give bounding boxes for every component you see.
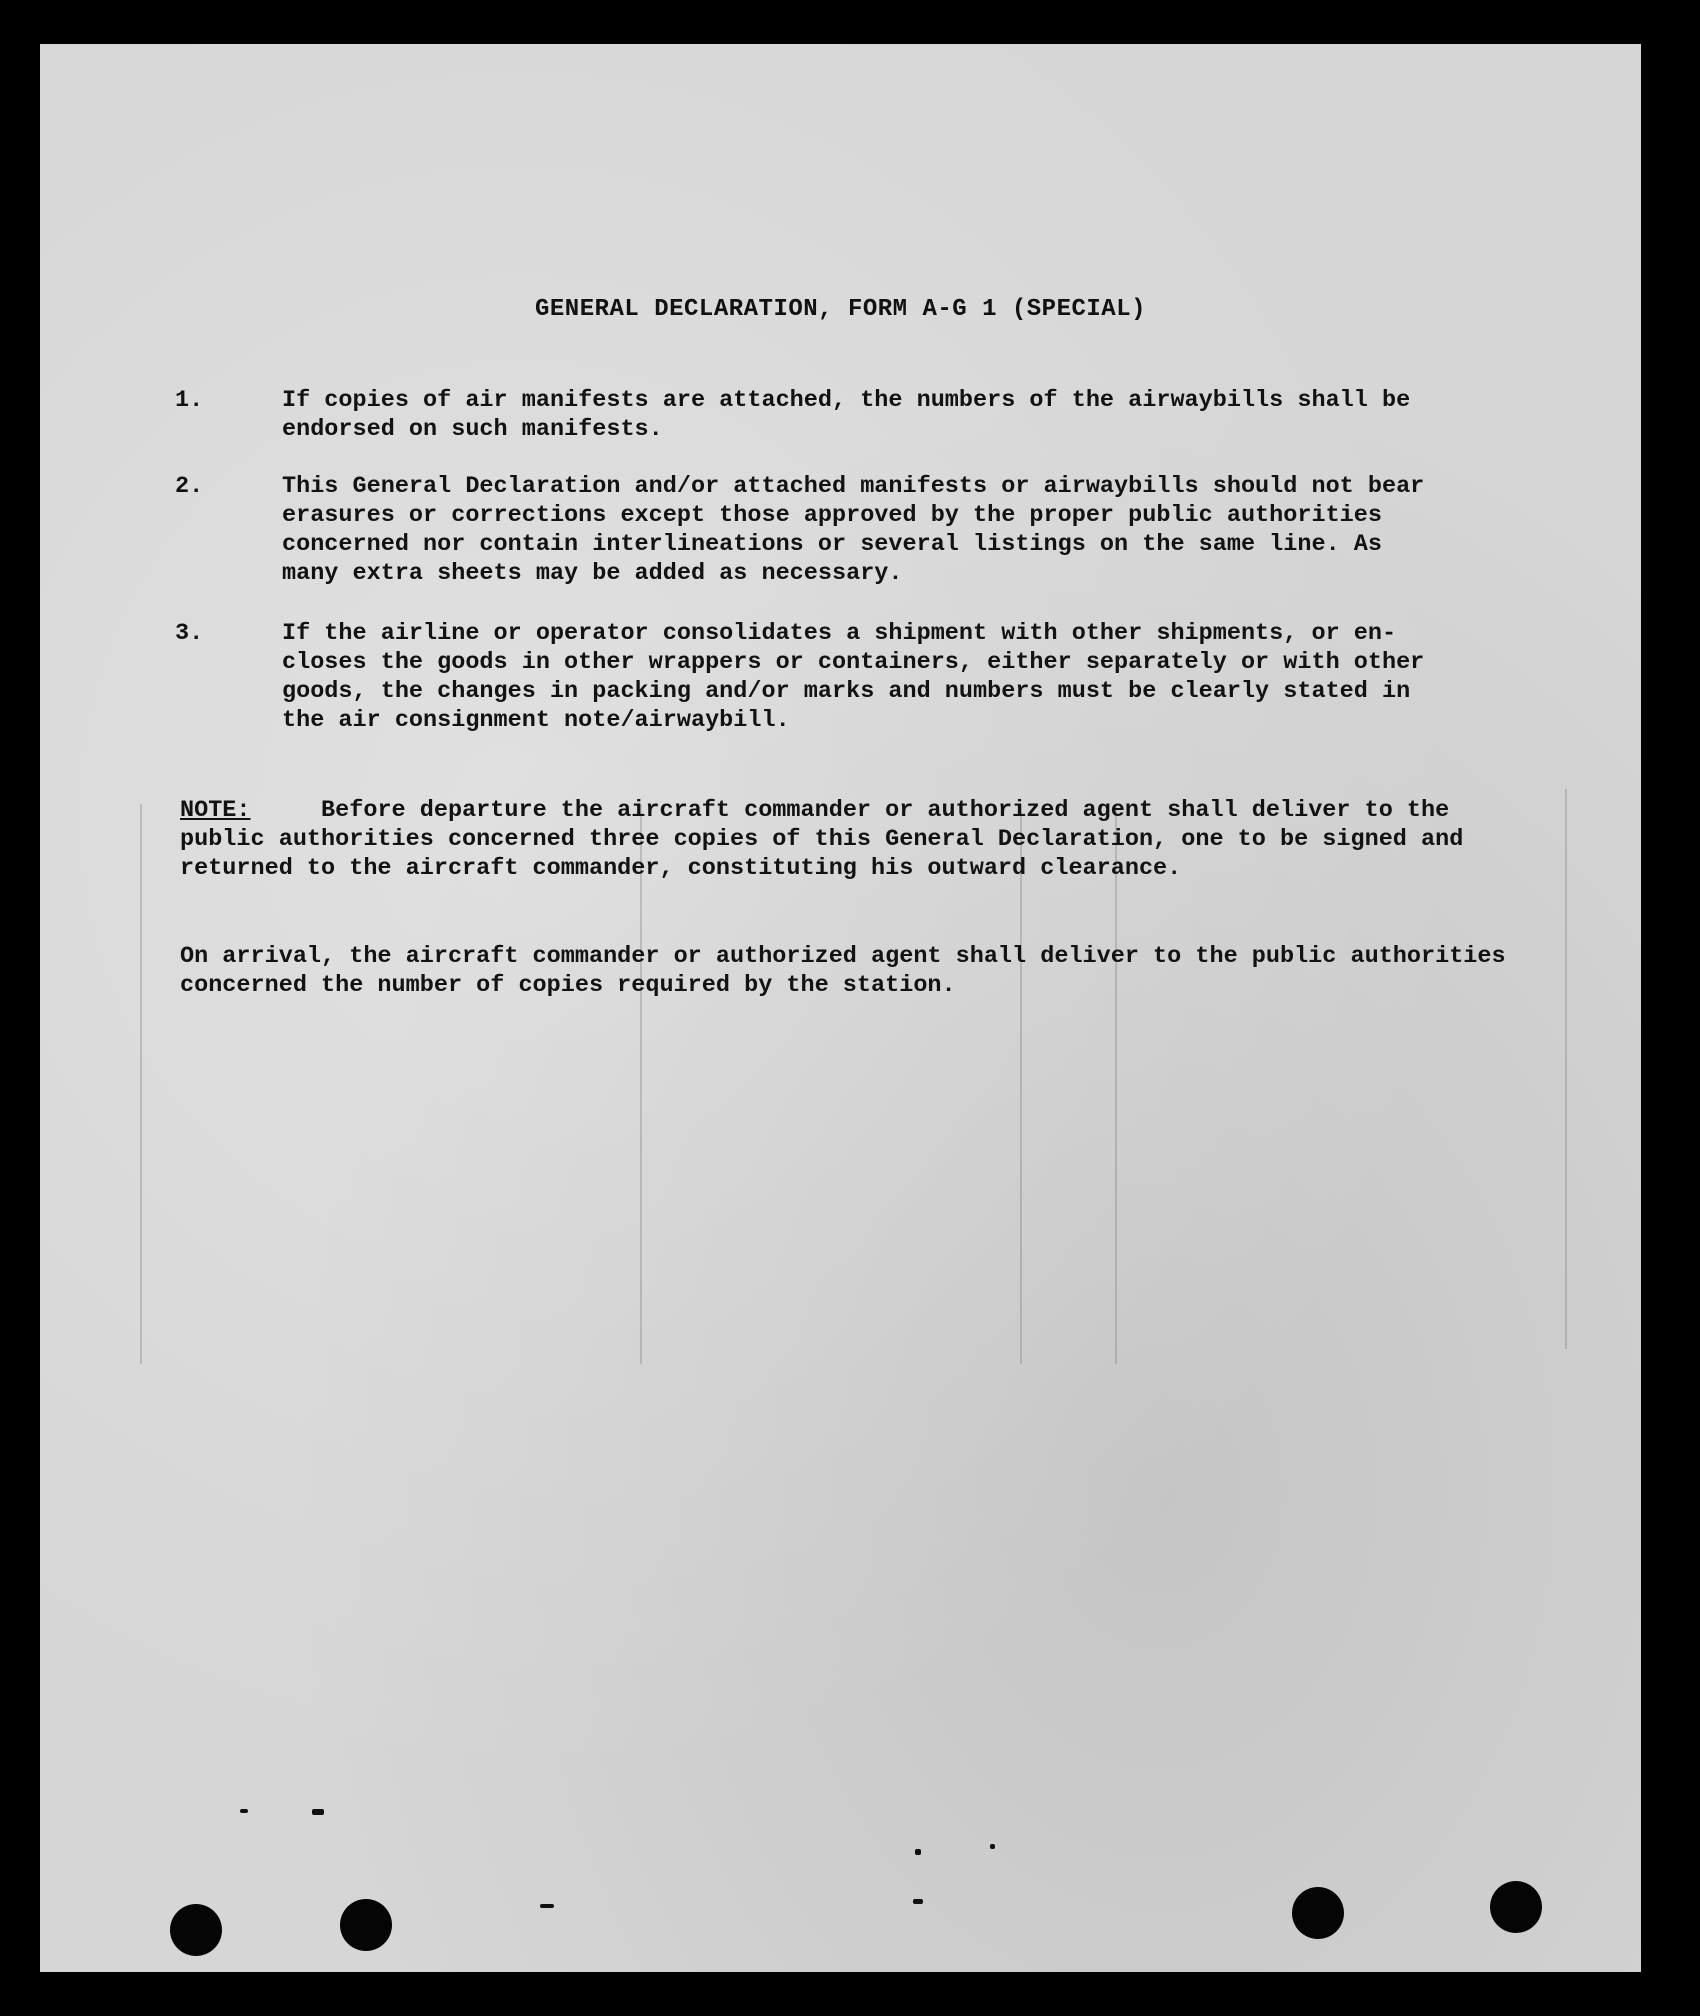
arrival-paragraph: On arrival, the aircraft commander or authorized agent shall deliver to the public authorities concerned the number of copies required by the station.	[180, 943, 1506, 999]
bleed-through-line	[640, 804, 642, 1364]
note-text: Before departure the aircraft commander or authorized agent shall deliver to the public authorities concerned three copies of this General Declaration, one to be signed and returned to the aircraft commander, constituting his outward clearance.	[180, 797, 1464, 882]
item-text: This General Declaration and/or attached manifests or airwaybills should not bear erasures or corrections except those approved by the proper public authorities concerned nor contain interlineations or several listings on the same line. As many extra sheets may be added as necessary.	[282, 473, 1425, 587]
page-title: GENERAL DECLARATION, FORM A-G 1 (SPECIAL)	[535, 296, 1146, 323]
punch-hole	[1490, 1881, 1542, 1933]
speck	[990, 1844, 995, 1849]
item-text: If the airline or operator consolidates a shipment with other shipments, or en- closes the goods in other wrappers or containers, either separately or with other goods, the changes in packing and/or marks and numbers must be clearly stated in the air consignment note/airwaybill.	[282, 620, 1425, 734]
item-number: 2.	[175, 473, 204, 500]
document-page	[40, 44, 1641, 1972]
instruction-item	[175, 386, 1545, 444]
item-number: 3.	[175, 620, 204, 647]
item-text: If copies of air manifests are attached, the numbers of the airwaybills shall be endorsed on such manifests.	[282, 387, 1411, 443]
punch-hole	[1292, 1887, 1344, 1939]
bleed-through-line	[140, 804, 142, 1364]
note-label: NOTE:	[180, 797, 251, 824]
bleed-through-line	[1115, 804, 1117, 1364]
speck	[240, 1809, 248, 1813]
speck	[540, 1904, 554, 1908]
instruction-item	[175, 619, 1545, 735]
punch-hole	[170, 1904, 222, 1956]
punch-hole	[340, 1899, 392, 1951]
item-number: 1.	[175, 387, 204, 414]
speck	[312, 1809, 324, 1815]
speck	[913, 1899, 923, 1904]
bleed-through-line	[1020, 804, 1022, 1364]
speck	[915, 1849, 921, 1855]
instruction-item	[175, 472, 1545, 588]
note-paragraph	[180, 796, 1545, 883]
bleed-through-line	[1565, 789, 1567, 1349]
